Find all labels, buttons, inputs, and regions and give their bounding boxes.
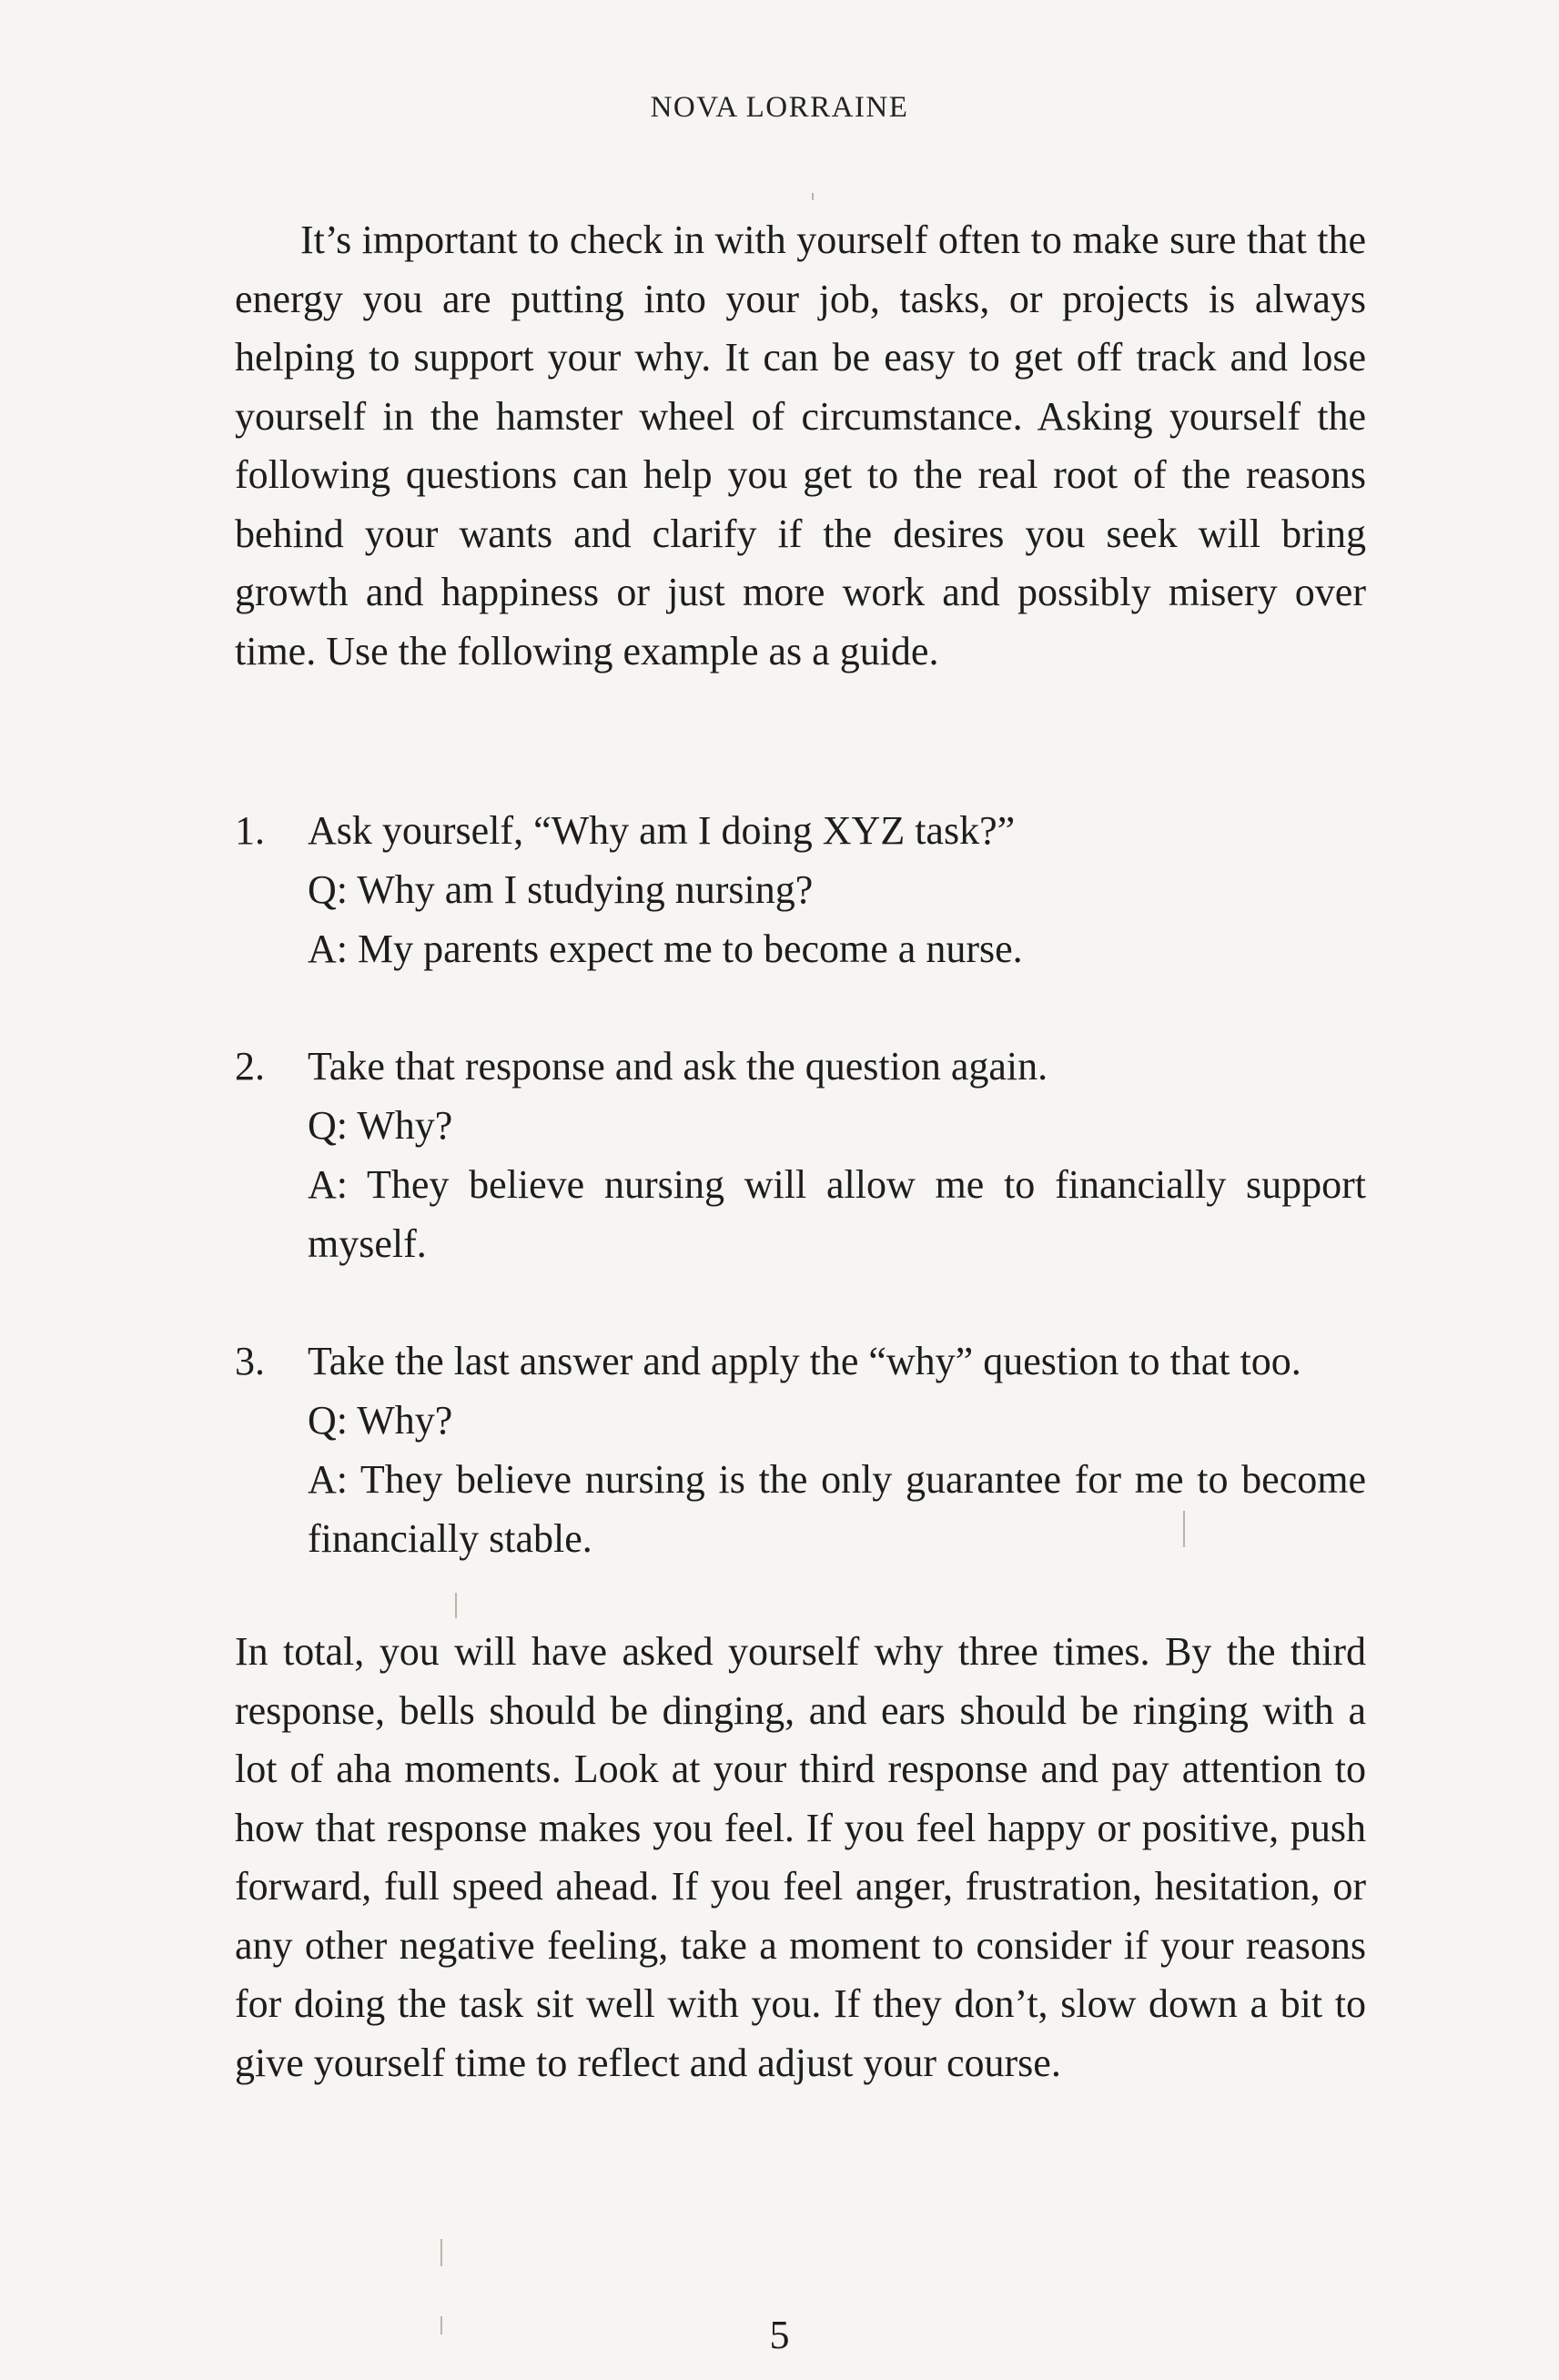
- scan-speck: [455, 1593, 457, 1618]
- scan-speck: [812, 193, 814, 200]
- closing-paragraph: In total, you will have asked yourself why three times. By the third response, bells should be dinging, and ears should be ringing with a lot of aha moments. Look at your third response and pay attention to how that response makes you feel. If you feel happy or positive, push forward, full speed ahead. If you feel anger, frustration, hesitation, or any other negative feeling, take a moment to consider if your reasons for doing the task sit well with you. If they don’t, slow down a bit to give yourself time to reflect and adjust your course.: [235, 1629, 1366, 2085]
- step-number: 3.: [235, 1339, 265, 1383]
- step-question: Q: Why?: [308, 1398, 453, 1443]
- list-item: [235, 1332, 1366, 1568]
- step-instruction: Take the last answer and apply the “why” question to that too.: [308, 1339, 1301, 1383]
- step-answer: A: They believe nursing is the only guarantee for me to become financially stable.: [308, 1457, 1366, 1561]
- list-item: [235, 801, 1366, 978]
- step-instruction: Take that response and ask the question again.: [308, 1044, 1048, 1089]
- step-answer: A: They believe nursing will allow me to financially support myself.: [308, 1162, 1366, 1266]
- step-number: 1.: [235, 808, 265, 853]
- steps-list: [235, 801, 1366, 1626]
- step-number: 2.: [235, 1044, 265, 1089]
- page-number: 5: [769, 2313, 790, 2357]
- scan-speck: [1183, 1511, 1185, 1547]
- step-instruction: Ask yourself, “Why am I doing XYZ task?”: [308, 808, 1016, 853]
- step-answer: A: My parents expect me to become a nurse.: [308, 927, 1023, 971]
- step-question: Q: Why am I studying nursing?: [308, 867, 814, 912]
- step-question: Q: Why?: [308, 1103, 453, 1148]
- list-item: [235, 1037, 1366, 1273]
- intro-paragraph: It’s important to check in with yourself often to make sure that the energy you are putting into your job, tasks, or projects is always helping to support your why. It can be easy to get off track and lose yourself in the hamster wheel of circumstance. Asking yourself the following questions can help you get to the real root of the reasons behind your wants and clarify if the desires you seek will bring growth and happiness or just more work and possibly misery over time. Use the following example as a guide.: [235, 218, 1366, 673]
- scan-speck: [440, 2239, 442, 2266]
- running-head: NOVA LORRAINE: [650, 91, 909, 124]
- scan-speck: [440, 2316, 442, 2334]
